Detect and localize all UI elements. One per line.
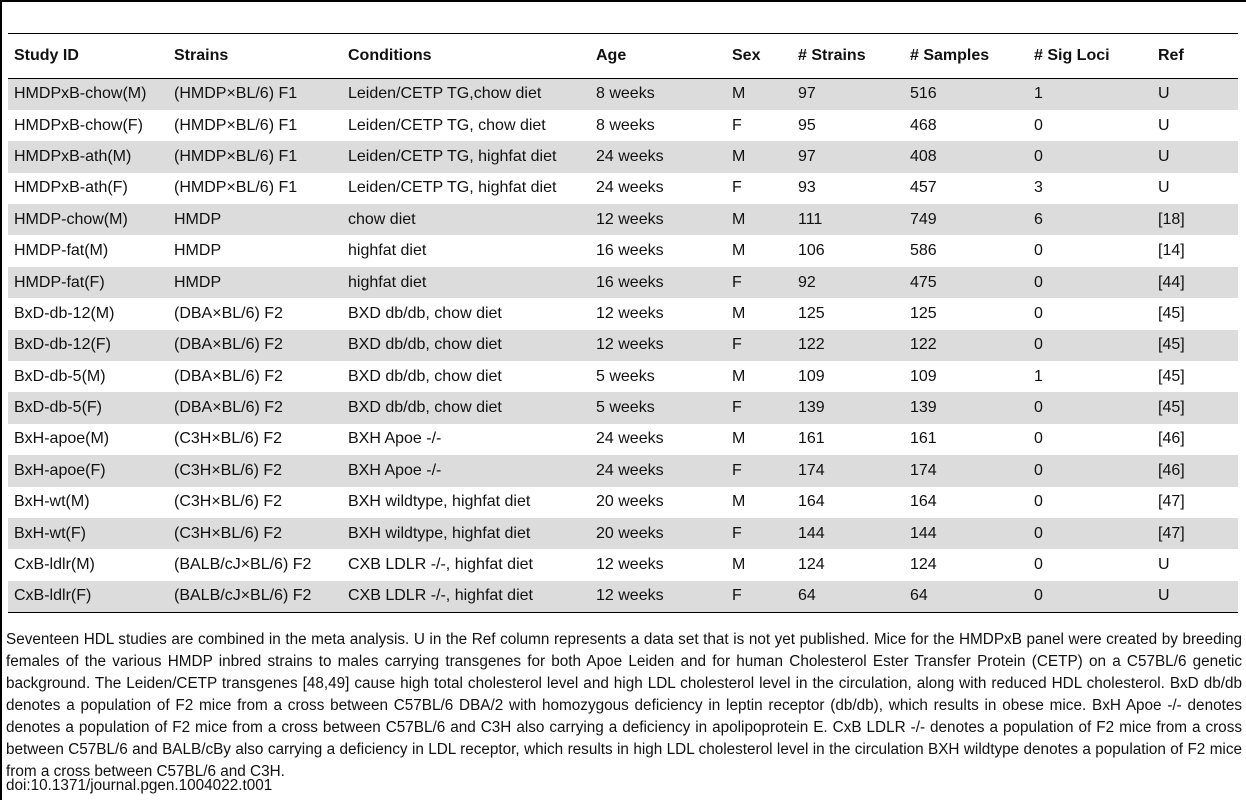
table-cell: 124 bbox=[910, 556, 937, 574]
table-cell: HMDP bbox=[168, 267, 342, 298]
table-cell: HMDP-fat(M) bbox=[14, 242, 109, 260]
table-cell: BxD-db-5(F) bbox=[8, 392, 168, 423]
table-cell: 125 bbox=[910, 304, 937, 322]
table-cell: BXD db/db, chow diet bbox=[342, 392, 590, 423]
table-cell: (C3H×BL/6) F2 bbox=[168, 455, 342, 486]
table-cell: HMDPxB-chow(M) bbox=[8, 79, 168, 110]
table-cell: BXD db/db, chow diet bbox=[342, 330, 590, 361]
table-cell: 0 bbox=[1034, 430, 1043, 448]
table-cell: (HMDP×BL/6) F1 bbox=[174, 116, 298, 134]
table-cell: M bbox=[732, 430, 746, 448]
column-header: Conditions bbox=[342, 34, 590, 79]
table-cell: 12 weeks bbox=[596, 304, 664, 322]
table-caption: Seventeen HDL studies are combined in the meta analysis. U in the Ref column represents a data set that is not yet published. Mice for the HMDPxB panel were created by breeding females of the various HMDP inbred strains to males carrying transgenes for both Apoe Leiden and for human Cholesterol Ester Transfer Protein (CETP) on a C57BL/6 genetic background. The Leiden/CETP transgenes [48,49] cause high total cholesterol level and high LDL cholesterol level in the circulation, along with reduced HDL cholesterol. BxD db/db denotes a population of F2 mice from a cross between C57BL/6 DBA/2 with homozygous deficiency in leptin receptor (db/db), which results in obese mice. BxH Apoe -/- denotes denotes a population of F2 mice from a cross between C57BL/6 and C3H also carrying a deficiency in apolipoprotein E. CxB LDLR -/- denotes a population of F2 mice from a cross between C57BL/6 and BALB/cBy also carrying a deficiency in LDL receptor, which results in high LDL cholesterol level in the circulation BXH wildtype denotes a population of F2 mice from a cross between C57BL/6 and C3H. bbox=[6, 631, 1242, 780]
table-cell: 12 weeks bbox=[590, 204, 726, 235]
table-cell: HMDPxB-chow(F) bbox=[14, 116, 143, 134]
table-cell: highfat diet bbox=[342, 267, 590, 298]
table-cell: M bbox=[732, 242, 746, 260]
table-row bbox=[8, 330, 1238, 361]
table-cell: 139 bbox=[904, 392, 1028, 423]
table-cell: F bbox=[726, 518, 792, 549]
table-cell: BxH-apoe(M) bbox=[14, 430, 110, 448]
table-cell: 5 weeks bbox=[596, 367, 655, 385]
doi-label: doi:10.1371/journal.pgen.1004022.t001 bbox=[6, 777, 273, 794]
table-cell: U bbox=[1152, 141, 1238, 172]
table-cell: 5 weeks bbox=[590, 392, 726, 423]
table-cell: F bbox=[726, 455, 792, 486]
table-cell: 12 weeks bbox=[596, 556, 664, 574]
table-cell: BxH-wt(F) bbox=[8, 518, 168, 549]
table-cell: M bbox=[732, 367, 746, 385]
table-cell: 161 bbox=[798, 430, 825, 448]
table-cell: F bbox=[726, 267, 792, 298]
table-cell: 20 weeks bbox=[596, 493, 664, 511]
table-body bbox=[8, 79, 1238, 613]
table-cell: [47] bbox=[1158, 493, 1185, 511]
table-cell: (HMDP×BL/6) F1 bbox=[168, 79, 342, 110]
table-row bbox=[8, 267, 1238, 298]
table-cell: Leiden/CETP TG, chow diet bbox=[348, 116, 546, 134]
table-cell: HMDP-fat(F) bbox=[8, 267, 168, 298]
table-cell: BXH wildtype, highfat diet bbox=[348, 493, 531, 511]
table-cell: HMDP-chow(M) bbox=[8, 204, 168, 235]
table-cell: [45] bbox=[1152, 392, 1238, 423]
table-cell: (DBA×BL/6) F2 bbox=[168, 392, 342, 423]
table-cell: 3 bbox=[1034, 179, 1043, 197]
table-cell: 111 bbox=[792, 204, 904, 235]
column-header: # Sig Loci bbox=[1028, 34, 1152, 79]
table-cell: 144 bbox=[792, 518, 904, 549]
table-cell: [45] bbox=[1152, 330, 1238, 361]
table-cell: BXH Apoe -/- bbox=[348, 430, 442, 448]
table-cell: chow diet bbox=[342, 204, 590, 235]
column-header: # Strains bbox=[792, 34, 904, 79]
table-row bbox=[8, 110, 1238, 141]
column-header: Sex bbox=[726, 34, 792, 79]
table-row bbox=[8, 392, 1238, 423]
table-cell: Leiden/CETP TG,chow diet bbox=[342, 79, 590, 110]
table-cell: 0 bbox=[1034, 493, 1043, 511]
table-cell: 93 bbox=[798, 179, 816, 197]
table-cell: CxB-ldlr(F) bbox=[8, 581, 168, 612]
table-cell: F bbox=[726, 392, 792, 423]
table-cell: CXB LDLR -/-, highfat diet bbox=[342, 581, 590, 612]
table-cell: 164 bbox=[798, 493, 825, 511]
table-cell: (DBA×BL/6) F2 bbox=[168, 330, 342, 361]
table-cell: (BALB/cJ×BL/6) F2 bbox=[174, 556, 312, 574]
table-cell: BXH Apoe -/- bbox=[342, 455, 590, 486]
column-header: # Samples bbox=[904, 34, 1028, 79]
table-cell: 0 bbox=[1034, 242, 1043, 260]
table-cell: 139 bbox=[792, 392, 904, 423]
table-cell: [47] bbox=[1152, 518, 1238, 549]
table-row bbox=[8, 581, 1238, 612]
left-border bbox=[0, 0, 2, 800]
table-cell: 24 weeks bbox=[596, 179, 664, 197]
table-cell: 749 bbox=[904, 204, 1028, 235]
table-cell: 0 bbox=[1028, 581, 1152, 612]
table-cell: (DBA×BL/6) F2 bbox=[174, 304, 283, 322]
table-cell: 24 weeks bbox=[590, 141, 726, 172]
table-cell: 0 bbox=[1028, 141, 1152, 172]
table-cell: Leiden/CETP TG, highfat diet bbox=[348, 179, 557, 197]
table-cell: BXD db/db, chow diet bbox=[348, 367, 502, 385]
table-cell: M bbox=[726, 204, 792, 235]
table-cell: BxH-apoe(F) bbox=[8, 455, 168, 486]
table-cell: 24 weeks bbox=[590, 455, 726, 486]
table-cell: 124 bbox=[798, 556, 825, 574]
table-cell: HMDPxB-ath(M) bbox=[8, 141, 168, 172]
table-cell: 64 bbox=[792, 581, 904, 612]
study-table-container bbox=[8, 33, 1238, 613]
table-cell: 125 bbox=[798, 304, 825, 322]
table-row bbox=[8, 361, 1238, 392]
table-cell: 109 bbox=[910, 367, 937, 385]
table-cell: Leiden/CETP TG, highfat diet bbox=[342, 141, 590, 172]
table-cell: 122 bbox=[904, 330, 1028, 361]
table-cell: 161 bbox=[910, 430, 937, 448]
table-cell: (C3H×BL/6) F2 bbox=[174, 493, 283, 511]
table-cell: [45] bbox=[1158, 304, 1185, 322]
table-cell: 97 bbox=[792, 79, 904, 110]
table-row bbox=[8, 298, 1238, 329]
table-cell: 0 bbox=[1034, 116, 1043, 134]
table-cell: BxD-db-12(F) bbox=[8, 330, 168, 361]
table-row bbox=[8, 235, 1238, 266]
table-cell: M bbox=[732, 493, 746, 511]
top-border bbox=[0, 0, 1246, 2]
table-cell: 1 bbox=[1028, 79, 1152, 110]
table-cell: 0 bbox=[1028, 455, 1152, 486]
table-cell: M bbox=[732, 556, 746, 574]
table-cell: F bbox=[726, 581, 792, 612]
table-cell: M bbox=[726, 141, 792, 172]
table-cell: U bbox=[1158, 179, 1170, 197]
table-cell: 144 bbox=[904, 518, 1028, 549]
table-cell: 475 bbox=[904, 267, 1028, 298]
table-cell: 516 bbox=[904, 79, 1028, 110]
table-cell: 1 bbox=[1034, 367, 1043, 385]
table-row bbox=[8, 204, 1238, 235]
table-cell: (BALB/cJ×BL/6) F2 bbox=[168, 581, 342, 612]
table-cell: HMDP bbox=[174, 242, 222, 260]
table-cell: (HMDP×BL/6) F1 bbox=[174, 179, 298, 197]
column-header: Study ID bbox=[8, 34, 168, 79]
table-cell: F bbox=[726, 330, 792, 361]
table-cell: 457 bbox=[910, 179, 937, 197]
table-cell: 174 bbox=[904, 455, 1028, 486]
table-row bbox=[8, 518, 1238, 549]
table-cell: 0 bbox=[1028, 518, 1152, 549]
table-cell: (DBA×BL/6) F2 bbox=[174, 367, 283, 385]
table-cell: U bbox=[1152, 581, 1238, 612]
table-cell: (HMDP×BL/6) F1 bbox=[168, 141, 342, 172]
table-cell: highfat diet bbox=[348, 242, 427, 260]
table-cell: 8 weeks bbox=[590, 79, 726, 110]
table-cell: HMDPxB-ath(F) bbox=[14, 179, 128, 197]
table-cell: 20 weeks bbox=[590, 518, 726, 549]
table-cell: (C3H×BL/6) F2 bbox=[168, 518, 342, 549]
table-cell: U bbox=[1158, 116, 1170, 134]
table-cell: U bbox=[1158, 556, 1170, 574]
table-cell: 8 weeks bbox=[596, 116, 655, 134]
column-header: Ref bbox=[1152, 34, 1238, 79]
table-cell: F bbox=[732, 179, 742, 197]
table-cell: CXB LDLR -/-, highfat diet bbox=[348, 556, 533, 574]
table-row bbox=[8, 141, 1238, 172]
table-cell: HMDP bbox=[168, 204, 342, 235]
table-cell: 16 weeks bbox=[590, 267, 726, 298]
table-cell: 97 bbox=[792, 141, 904, 172]
table-row bbox=[8, 549, 1238, 580]
table-cell: [44] bbox=[1152, 267, 1238, 298]
table-cell: 106 bbox=[798, 242, 825, 260]
table-cell: BXH wildtype, highfat diet bbox=[342, 518, 590, 549]
table-cell: [46] bbox=[1158, 430, 1185, 448]
table-cell: 122 bbox=[792, 330, 904, 361]
table-cell: 92 bbox=[792, 267, 904, 298]
table-cell: (C3H×BL/6) F2 bbox=[174, 430, 283, 448]
table-cell: 0 bbox=[1034, 304, 1043, 322]
table-cell: 109 bbox=[798, 367, 825, 385]
table-cell: 0 bbox=[1034, 556, 1043, 574]
table-cell: M bbox=[732, 304, 746, 322]
table-cell: 12 weeks bbox=[590, 581, 726, 612]
table-cell: CxB-ldlr(M) bbox=[14, 556, 95, 574]
column-header: Age bbox=[590, 34, 726, 79]
table-header-row bbox=[8, 34, 1238, 79]
table-cell: 0 bbox=[1028, 330, 1152, 361]
table-cell: BxD-db-12(M) bbox=[14, 304, 115, 322]
table-cell: M bbox=[726, 79, 792, 110]
table-cell: 64 bbox=[904, 581, 1028, 612]
table-cell: F bbox=[732, 116, 742, 134]
table-cell: 6 bbox=[1028, 204, 1152, 235]
study-table bbox=[8, 33, 1238, 613]
table-row bbox=[8, 173, 1238, 204]
table-row bbox=[8, 79, 1238, 110]
table-cell: BxD-db-5(M) bbox=[14, 367, 106, 385]
table-cell: 174 bbox=[792, 455, 904, 486]
table-cell: 0 bbox=[1028, 392, 1152, 423]
table-cell: 0 bbox=[1028, 267, 1152, 298]
table-cell: BXD db/db, chow diet bbox=[348, 304, 502, 322]
table-cell: BxH-wt(M) bbox=[14, 493, 90, 511]
table-cell: [18] bbox=[1152, 204, 1238, 235]
table-cell: 16 weeks bbox=[596, 242, 664, 260]
table-cell: 408 bbox=[904, 141, 1028, 172]
table-cell: 95 bbox=[798, 116, 816, 134]
table-cell: 24 weeks bbox=[596, 430, 664, 448]
table-cell: 586 bbox=[910, 242, 937, 260]
table-row bbox=[8, 455, 1238, 486]
table-row bbox=[8, 487, 1238, 518]
table-cell: [46] bbox=[1152, 455, 1238, 486]
table-cell: U bbox=[1152, 79, 1238, 110]
table-cell: 468 bbox=[910, 116, 937, 134]
column-header: Strains bbox=[168, 34, 342, 79]
table-row bbox=[8, 424, 1238, 455]
table-cell: 164 bbox=[910, 493, 937, 511]
table-cell: [14] bbox=[1158, 242, 1185, 260]
table-cell: [45] bbox=[1158, 367, 1185, 385]
table-cell: 12 weeks bbox=[590, 330, 726, 361]
